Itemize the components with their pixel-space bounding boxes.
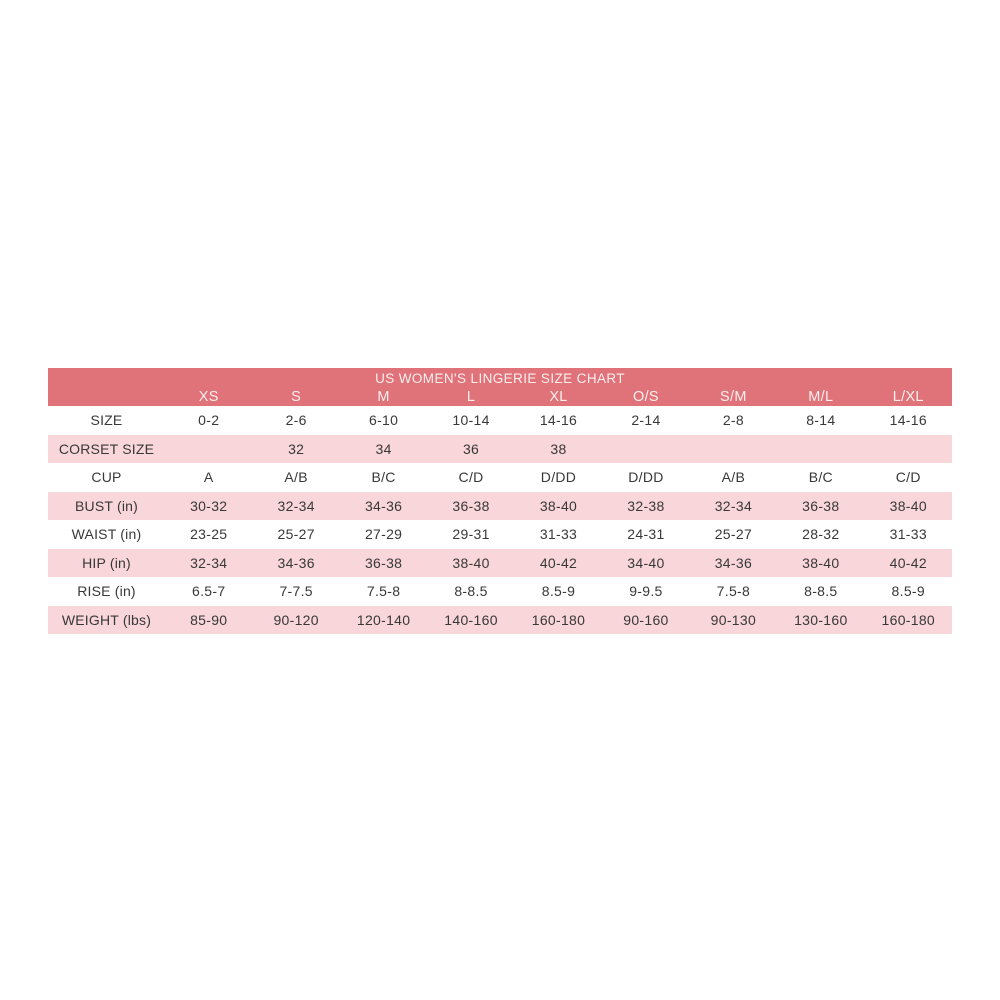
table-cell: 24-31	[627, 526, 665, 543]
table-cell: 6.5-7	[192, 583, 226, 600]
table-cell: 32-34	[277, 497, 315, 514]
row-label: CUP	[91, 469, 122, 486]
table-cell: 25-27	[714, 526, 753, 543]
table-cell: D/DD	[628, 469, 664, 486]
table-row	[48, 463, 952, 492]
table-cell: 38-40	[452, 554, 490, 571]
table-cell: 85-90	[190, 611, 228, 628]
table-cell: 14-16	[889, 412, 927, 429]
column-header: XL	[549, 388, 568, 405]
table-row	[48, 549, 952, 578]
table-cell: A	[203, 469, 214, 486]
table-cell: 140-160	[444, 611, 498, 628]
table-cell: 36	[462, 440, 480, 457]
table-cell: 8-8.5	[804, 583, 838, 600]
table-header-band	[48, 368, 952, 406]
table-cell: 32	[288, 440, 305, 457]
table-cell: 38-40	[802, 554, 840, 571]
table-cell: 38-40	[889, 497, 927, 514]
table-cell: 8-8.5	[454, 583, 488, 600]
table-cell: 8-14	[806, 412, 836, 429]
table-cell: 90-120	[273, 611, 319, 628]
table-cell: 9-9.5	[629, 583, 663, 600]
table-cell: A/B	[284, 469, 308, 486]
table-cell: 34-36	[277, 554, 315, 571]
table-body	[48, 406, 952, 634]
table-cell: 25-27	[277, 526, 315, 543]
table-cell: 27-29	[364, 526, 403, 543]
table-cell: 130-160	[794, 611, 848, 628]
row-label: SIZE	[90, 412, 123, 429]
column-header: M/L	[808, 388, 834, 405]
table-row	[48, 520, 952, 549]
table-cell: 8.5-9	[891, 583, 925, 600]
table-cell: B/C	[808, 469, 833, 486]
row-label: WAIST (in)	[71, 526, 142, 543]
table-cell: 10-14	[452, 412, 490, 429]
table-cell: 31-33	[889, 526, 927, 543]
table-cell: 6-10	[368, 412, 399, 429]
table-cell: 14-16	[539, 412, 578, 429]
table-cell: 34-36	[714, 554, 753, 571]
column-header: L/XL	[892, 388, 924, 405]
table-cell: 90-130	[710, 611, 757, 628]
column-header: S	[291, 388, 302, 405]
table-cell: 120-140	[356, 611, 411, 628]
table-cell: 31-33	[539, 526, 578, 543]
table-cell: 0-2	[198, 412, 220, 429]
table-cell: 38-40	[539, 497, 578, 514]
table-cell: 34	[375, 440, 392, 457]
table-cell: 7.5-8	[716, 583, 751, 600]
table-cell: 23-25	[190, 526, 228, 543]
column-header: XS	[198, 388, 219, 405]
table-row	[48, 406, 952, 435]
row-label: BUST (in)	[75, 497, 138, 514]
table-cell: 34-36	[364, 497, 403, 514]
table-title: US WOMEN'S LINGERIE SIZE CHART	[375, 371, 625, 386]
table-cell: 28-32	[802, 526, 840, 543]
table-cell: 2-14	[631, 412, 661, 429]
table-cell: 32-34	[190, 554, 228, 571]
table-cell: 30-32	[190, 497, 228, 514]
table-cell: 2-8	[722, 412, 744, 429]
table-cell: 2-6	[285, 412, 307, 429]
table-row	[48, 492, 952, 521]
table-row	[48, 606, 952, 635]
table-cell: 160-180	[531, 611, 586, 628]
table-cell: 38	[550, 440, 567, 457]
table-cell: 36-38	[452, 497, 490, 514]
row-label: CORSET SIZE	[58, 440, 155, 457]
table-cell: 32-34	[714, 497, 753, 514]
table-cell: C/D	[458, 469, 484, 486]
table-cell: 7-7.5	[279, 583, 313, 600]
lingerie-size-chart	[48, 368, 952, 634]
table-cell: 32-38	[627, 497, 665, 514]
table-cell: A/B	[721, 469, 746, 486]
column-header: O/S	[632, 388, 659, 405]
table-cell: B/C	[371, 469, 396, 486]
table-row	[48, 435, 952, 464]
column-header: S/M	[720, 388, 747, 405]
table-cell: 36-38	[802, 497, 840, 514]
table-cell: 160-180	[881, 611, 935, 628]
table-cell: 90-160	[623, 611, 669, 628]
table-cell: D/DD	[540, 469, 577, 486]
row-label: HIP (in)	[82, 554, 131, 571]
table-cell: 7.5-8	[366, 583, 401, 600]
table-cell: 36-38	[364, 554, 403, 571]
table-cell: C/D	[895, 469, 921, 486]
table-cell: 29-31	[452, 526, 490, 543]
column-header: L	[466, 388, 476, 405]
table-cell: 34-40	[627, 554, 665, 571]
table-row	[48, 577, 952, 606]
row-label: RISE (in)	[77, 583, 136, 600]
column-header-row	[48, 387, 952, 406]
table-cell: 8.5-9	[541, 583, 576, 600]
table-cell: 40-42	[889, 554, 927, 571]
table-cell: 40-42	[539, 554, 578, 571]
row-label: WEIGHT (lbs)	[61, 611, 152, 628]
column-header: M	[377, 388, 390, 405]
